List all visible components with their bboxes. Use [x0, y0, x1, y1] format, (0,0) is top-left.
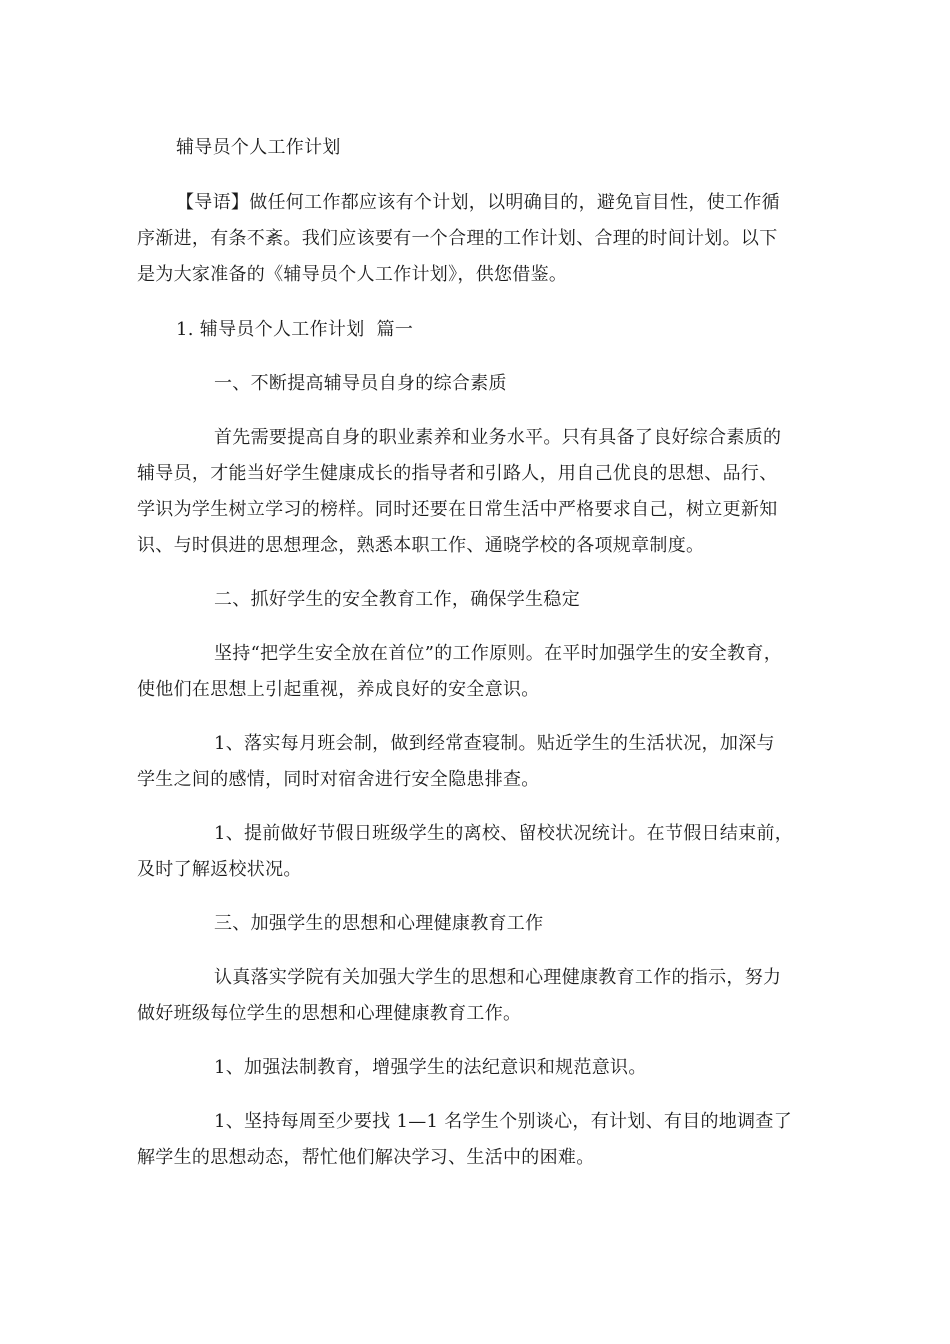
item-line: 解学生的思想动态，帮忙他们解决学习、生活中的困难。	[137, 1147, 595, 1168]
item-line: 及时了解返校状况。	[137, 859, 302, 880]
intro-line: 【导语】做任何工作都应该有个计划，以明确目的，避免盲目性，使工作循	[176, 192, 780, 213]
section-heading: 二、抓好学生的安全教育工作，确保学生稳定	[214, 589, 580, 610]
paragraph-line: 学识为学生树立学习的榜样。同时还要在日常生活中严格要求自己，树立更新知	[137, 499, 778, 520]
item-line: 1、落实每月班会制，做到经常查寝制。贴近学生的生活状况，加深与	[214, 733, 775, 754]
paragraph-line: 辅导员，才能当好学生健康成长的指导者和引路人，用自己优良的思想、品行、	[137, 463, 778, 484]
document-title: 辅导员个人工作计划	[176, 137, 341, 158]
section-heading: 一、不断提高辅导员自身的综合素质	[214, 373, 507, 394]
intro-line: 序渐进，有条不紊。我们应该要有一个合理的工作计划、合理的时间计划。以下	[137, 228, 778, 249]
paragraph-line: 做好班级每位学生的思想和心理健康教育工作。	[137, 1003, 522, 1024]
section3-item: 1、加强法制教育，增强学生的法纪意识和规范意识。	[214, 1057, 647, 1078]
paragraph-line: 使他们在思想上引起重视，养成良好的安全意识。	[137, 679, 540, 700]
item-line: 1、提前做好节假日班级学生的离校、留校状况统计。在节假日结束前，	[214, 823, 794, 844]
paragraph-line: 首先需要提高自身的职业素养和业务水平。只有具备了良好综合素质的	[214, 427, 782, 448]
paragraph-line: 识、与时俱进的思想理念，熟悉本职工作、通晓学校的各项规章制度。	[137, 535, 705, 556]
item-line: 学生之间的感情，同时对宿舍进行安全隐患排查。	[137, 769, 540, 790]
item-line: 1、坚持每周至少要找 1—1 名学生个别谈心，有计划、有目的地调查了	[214, 1111, 792, 1132]
section-heading: 三、加强学生的思想和心理健康教育工作	[214, 913, 544, 934]
part-heading: 1. 辅导员个人工作计划 篇一	[176, 319, 414, 340]
paragraph-line: 坚持“把学生安全放在首位”的工作原则。在平时加强学生的安全教育，	[214, 643, 783, 664]
paragraph-line: 认真落实学院有关加强大学生的思想和心理健康教育工作的指示，努力	[214, 967, 782, 988]
intro-line: 是为大家准备的《辅导员个人工作计划》，供您借鉴。	[137, 264, 568, 285]
